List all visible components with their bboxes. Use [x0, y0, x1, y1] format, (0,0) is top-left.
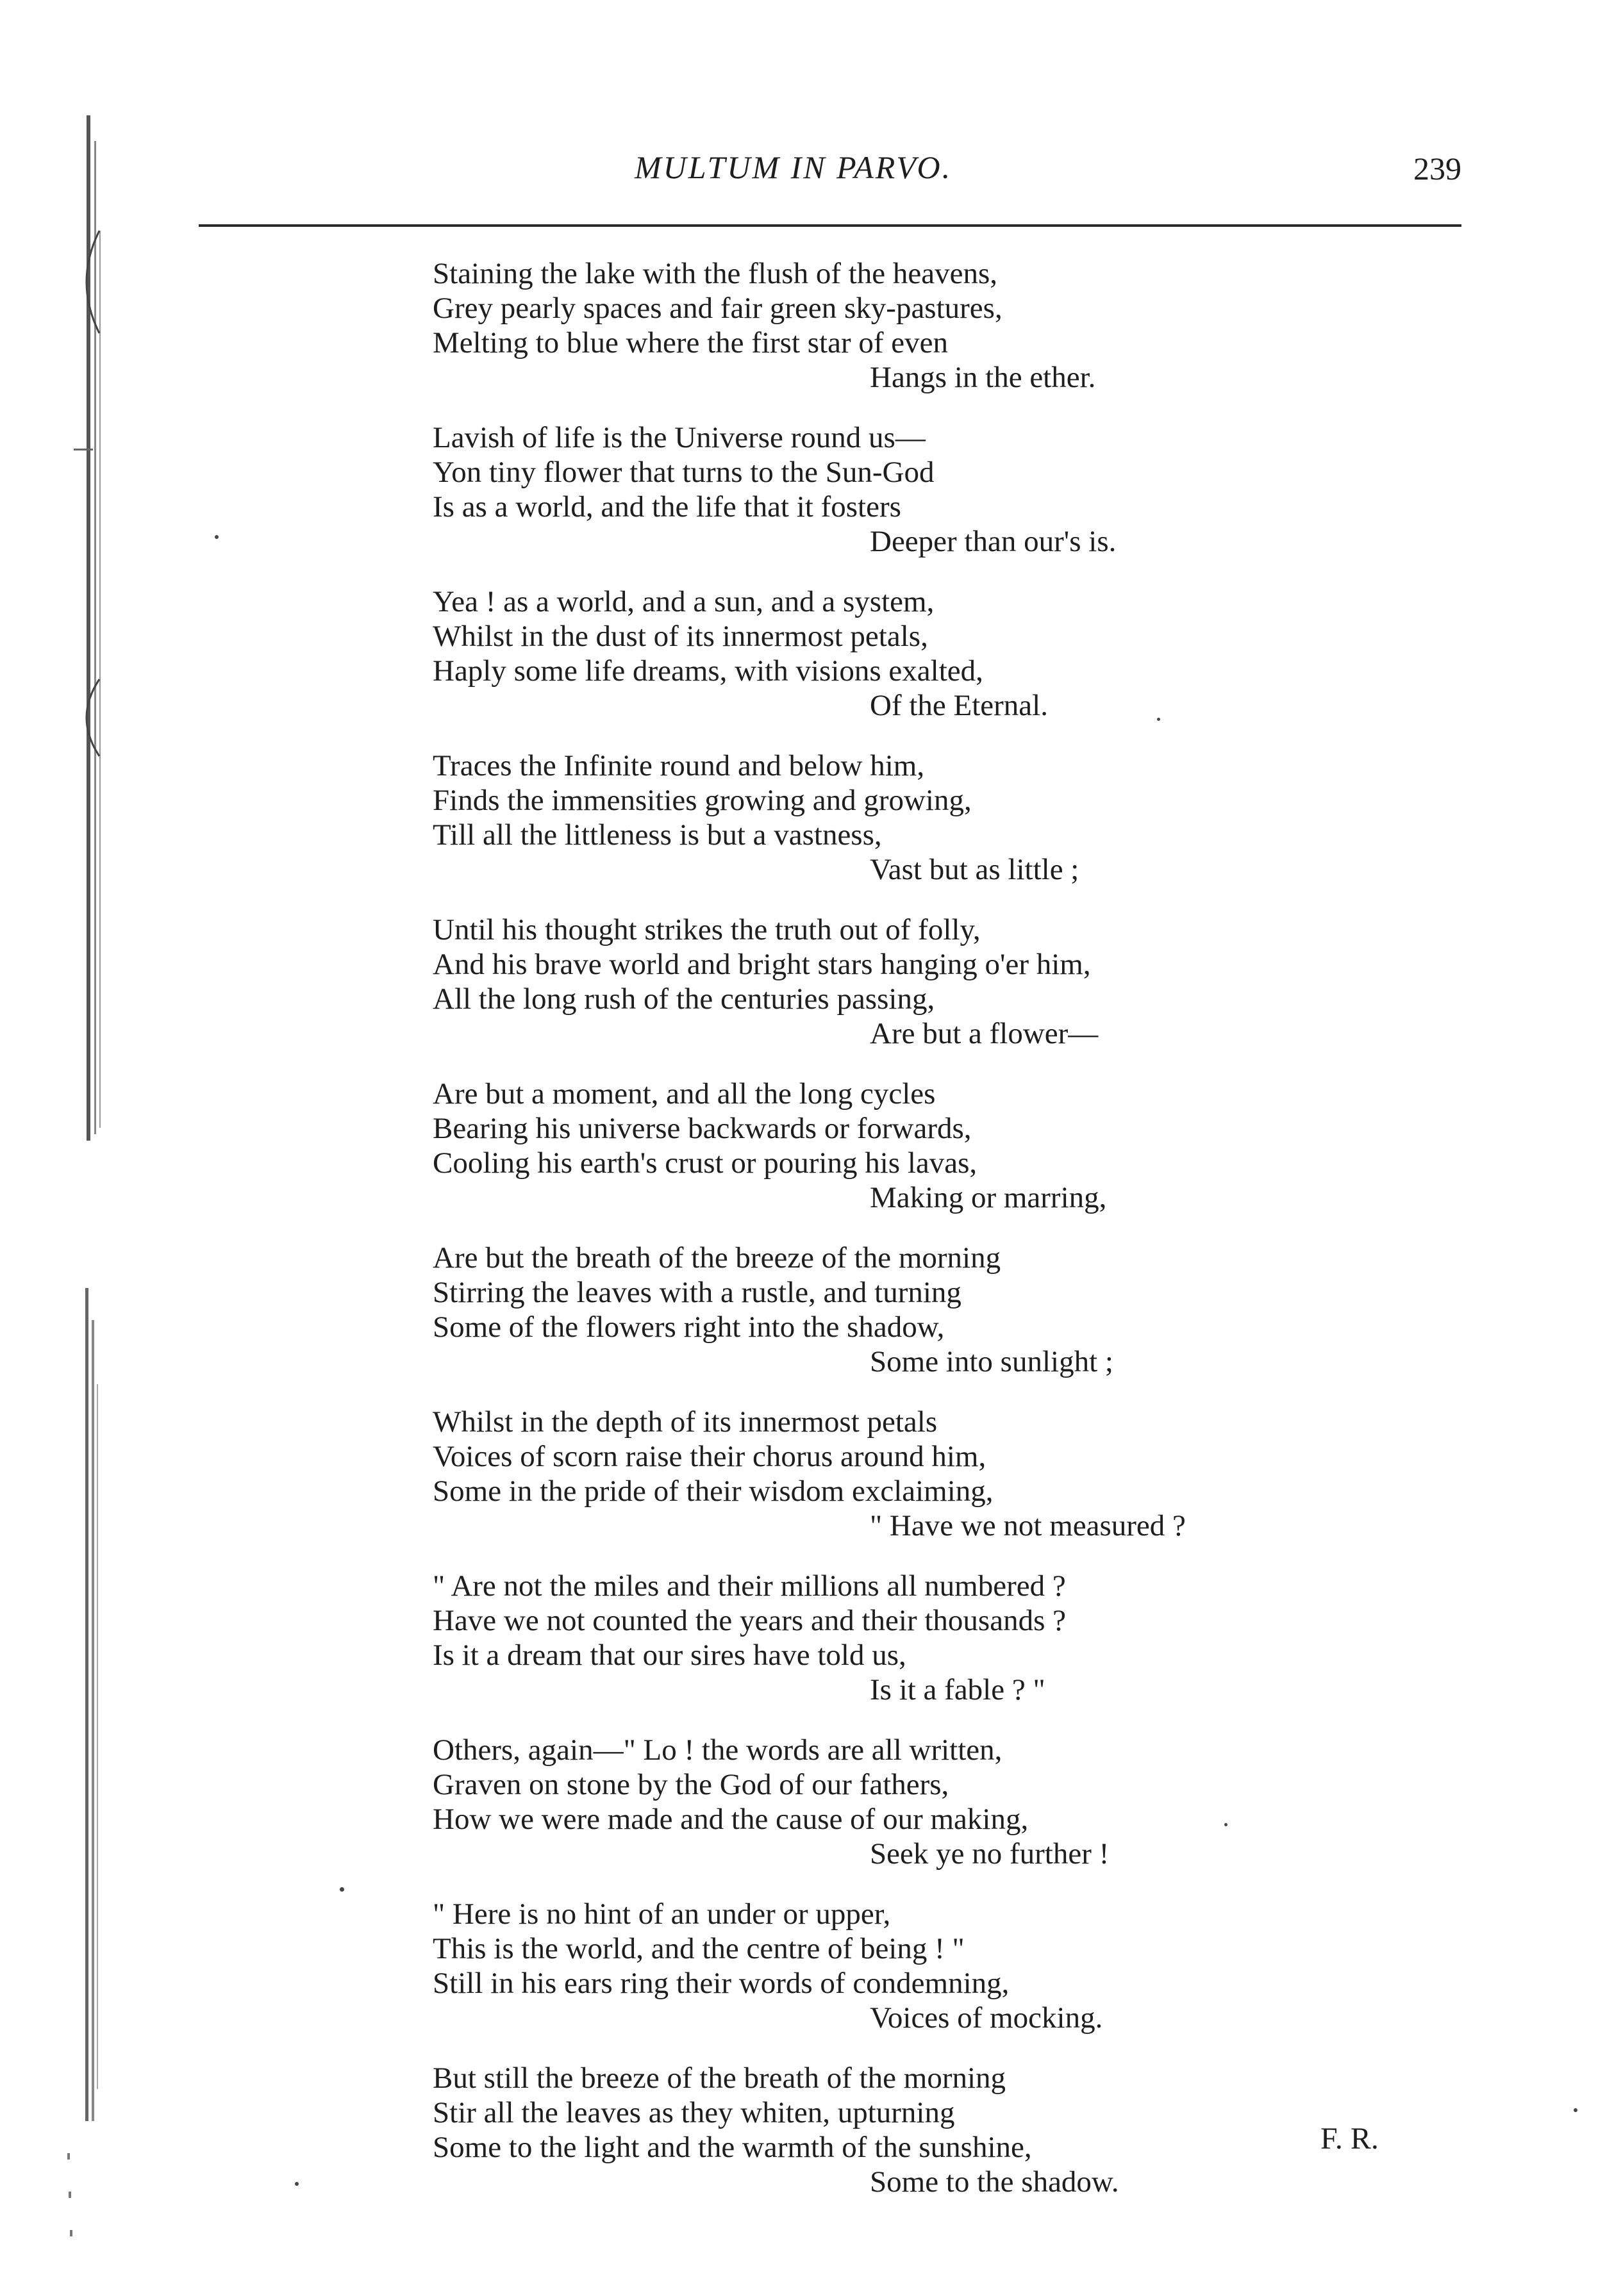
poem-line: All the long rush of the centuries passing,	[433, 982, 935, 1016]
poem-line: Traces the Infinite round and below him,	[433, 749, 925, 782]
poem-line: Lavish of life is the Universe round us—	[433, 421, 926, 454]
poem-line: Still in his ears ring their words of condemning,	[433, 1967, 1010, 2000]
stanza	[433, 1897, 1330, 2035]
stanza	[433, 748, 1330, 887]
poem-line: Haply some life dreams, with visions exalted,	[433, 654, 983, 688]
poem-line: But still the breeze of the breath of the morning	[433, 2061, 1006, 2095]
stanza	[433, 1733, 1330, 1871]
running-title: MULTUM IN PARVO.	[635, 149, 953, 185]
print-speck	[295, 2182, 299, 2186]
poem-line: Voices of scorn raise their chorus around him,	[433, 1440, 986, 1473]
print-speck	[215, 535, 219, 539]
stanza	[433, 1569, 1330, 1707]
poem-line: This is the world, and the centre of being ! "	[433, 1932, 965, 1965]
stanza	[433, 913, 1330, 1051]
poem-line: " Have we not measured ?	[870, 1509, 1186, 1542]
poem-line: And his brave world and bright stars hanging o'er him,	[433, 948, 1091, 981]
poem-line: Is it a dream that our sires have told us,	[433, 1639, 906, 1672]
print-speck	[1574, 2108, 1577, 2112]
poem-line: Hangs in the ether.	[870, 361, 1096, 394]
stanza	[433, 256, 1330, 395]
poem-line: Whilst in the dust of its innermost petals,	[433, 620, 928, 653]
page-number: 239	[1413, 151, 1461, 186]
poem-line: Voices of mocking.	[870, 2001, 1103, 2035]
page-header	[199, 149, 1461, 206]
poem-line: Some to the shadow.	[870, 2165, 1119, 2199]
stanza	[433, 1241, 1330, 1379]
poem	[433, 256, 1330, 2225]
poem-line: Some into sunlight ;	[870, 1345, 1113, 1378]
stanza	[433, 1077, 1330, 1215]
poem-line: Others, again—" Lo ! the words are all written,	[433, 1733, 1003, 1767]
poem-line: Seek ye no further !	[870, 1837, 1110, 1871]
poem-line: Whilst in the depth of its innermost petals	[433, 1405, 938, 1439]
poem-line: Making or marring,	[870, 1181, 1107, 1214]
poem-line: Some in the pride of their wisdom exclaiming,	[433, 1474, 994, 1508]
poem-line: " Here is no hint of an under or upper,	[433, 1897, 891, 1931]
poem-line: Some of the flowers right into the shadow,	[433, 1310, 945, 1344]
poem-line: Till all the littleness is but a vastness,	[433, 818, 882, 852]
print-speck	[340, 1887, 344, 1892]
poem-line: Staining the lake with the flush of the heavens,	[433, 257, 998, 290]
poem-line: Grey pearly spaces and fair green sky-pastures,	[433, 292, 1003, 325]
author-signature: F. R.	[1320, 2122, 1379, 2156]
poem-line: Graven on stone by the God of our fathers,	[433, 1768, 949, 1801]
poem-line: Cooling his earth's crust or pouring his lavas,	[433, 1146, 978, 1180]
print-speck	[1224, 1823, 1227, 1826]
poem-line: Is it a fable ? "	[870, 1673, 1045, 1706]
poem-line: Yon tiny flower that turns to the Sun-God	[433, 456, 935, 489]
poem-line: Have we not counted the years and their thousands ?	[433, 1604, 1066, 1637]
poem-line: Until his thought strikes the truth out of folly,	[433, 913, 981, 946]
poem-line: Finds the immensities growing and growing,	[433, 784, 972, 817]
poem-line: Melting to blue where the first star of even	[433, 326, 948, 359]
header-rule	[199, 224, 1461, 227]
poem-line: Some to the light and the warmth of the sunshine,	[433, 2131, 1032, 2164]
print-speck	[1157, 718, 1160, 721]
poem-line: Stir all the leaves as they whiten, upturning	[433, 2096, 955, 2129]
poem-line: Vast but as little ;	[870, 853, 1079, 886]
poem-line: Are but the breath of the breeze of the morning	[433, 1241, 1001, 1275]
poem-line: Stirring the leaves with a rustle, and turning	[433, 1276, 961, 1309]
poem-line: Is as a world, and the life that it fosters	[433, 490, 901, 524]
poem-line: Deeper than our's is.	[870, 525, 1117, 558]
stanza	[433, 584, 1330, 723]
stanza	[433, 420, 1330, 559]
stanza	[433, 2061, 1330, 2199]
poem-line: Are but a flower—	[870, 1017, 1099, 1050]
poem-line: Of the Eternal.	[870, 689, 1048, 722]
binding-edge-decoration	[61, 103, 138, 2281]
poem-line: Are but a moment, and all the long cycles	[433, 1077, 936, 1111]
poem-line: Yea ! as a world, and a sun, and a system,	[433, 585, 935, 618]
stanza	[433, 1405, 1330, 1543]
poem-line: Bearing his universe backwards or forwards,	[433, 1112, 972, 1145]
poem-line: How we were made and the cause of our making,	[433, 1803, 1029, 1836]
poem-line: " Are not the miles and their millions all numbered ?	[433, 1569, 1066, 1603]
